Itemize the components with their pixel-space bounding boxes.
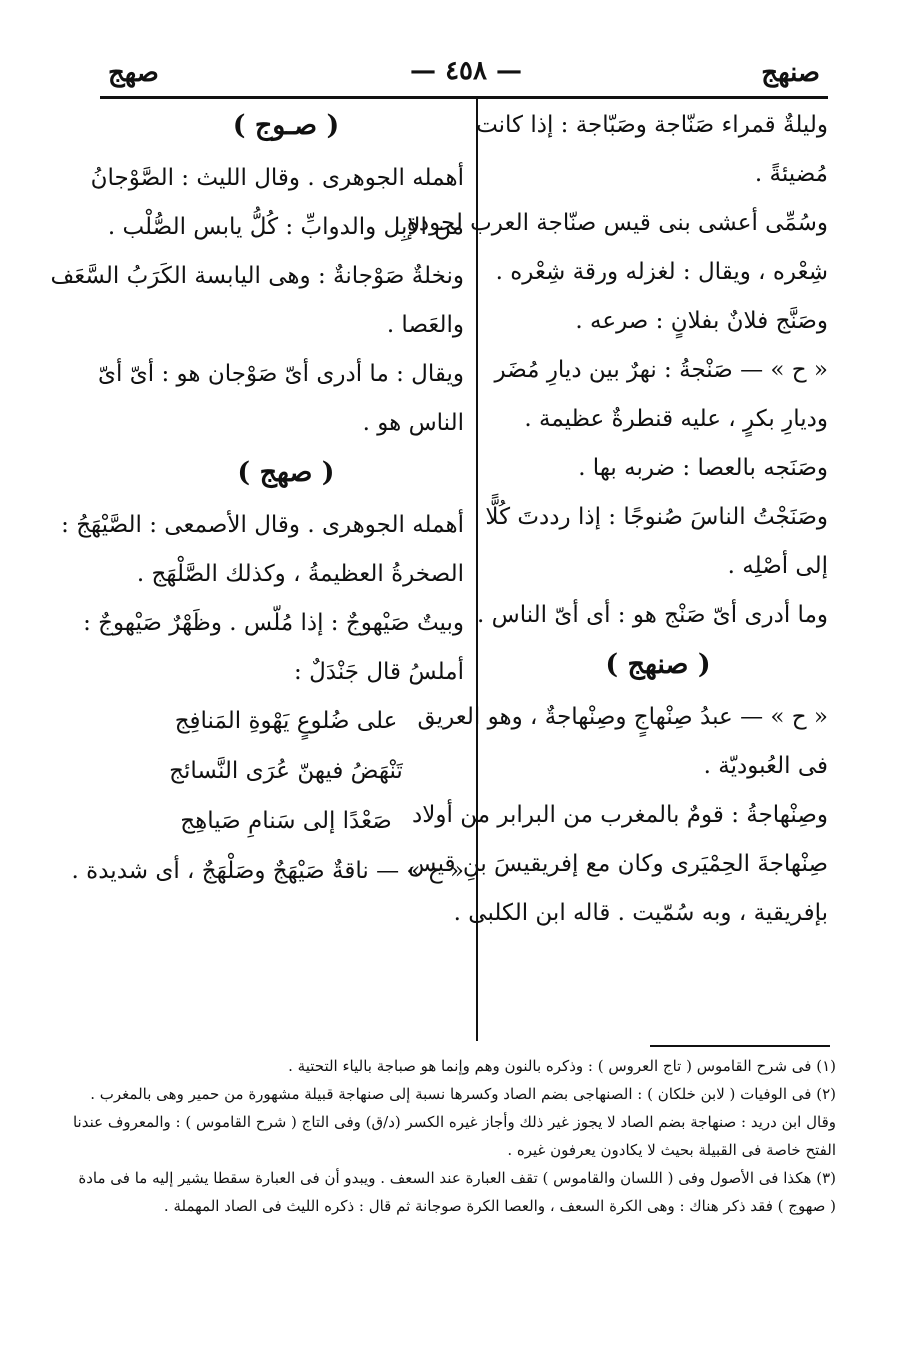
left-column (50, 110, 464, 905)
text-line: والعَصا . (386, 312, 464, 338)
text-line: ويقال : ما أدرى أىّ صَوْجان هو : أىّ أىّ (98, 361, 464, 387)
footnote-line: الفتح خاصة فى القبيلة بحيث لا يكادون يعرفون غيره . (507, 1141, 836, 1159)
text-line: « ح » — ناقةٌ صَيْهَجٌ وصَلْهَجٌ ، أى شديدة . (71, 858, 464, 884)
text-line: وديارِ بكرٍ ، عليه قنطرةٌ عظيمة . (524, 406, 828, 432)
text-line: أملسُ قال جَنْدَلٌ : (294, 659, 464, 685)
footnote-rule (650, 1045, 830, 1047)
text-line: ونخلةٌ صَوْجانةٌ : وهى اليابسة الكَرَبُ السَّعَف (50, 263, 464, 289)
text-line: وصَنَجْتُ الناسَ صُنوجًا : إذا رددتَ كُلًّا (485, 504, 828, 530)
text-line: صِنْهاجةَ الحِمْيَرى وكان مع إفريقيسَ بنِ قيس (408, 851, 828, 877)
text-line: الناس هو . (362, 410, 464, 436)
text-line: من الإبِل والدوابِّ : كُلُّ يابس الصُّلْب . (107, 214, 464, 240)
text-line: وصِنْهاجةُ : قومٌ بالمغرب من البرابر من أولاد (412, 802, 828, 828)
page-header (100, 52, 820, 92)
footnote-line: وقال ابن دريد : صنهاجة بضم الصاد لا يجوز غير ذلك وأجاز غيره الكسر (د/ق) وفى التاج ( شرح القاموس ) : والمعروف عندنا (72, 1113, 836, 1131)
text-line: أهمله الجوهرى . وقال الأصمعى : الصَّيْهَجُ : (61, 512, 464, 538)
text-line: مُضيئةً . (754, 161, 828, 187)
text-line: « ح » — صَنْجةُ : نهرٌ بين ديارِ مُضَر (494, 357, 828, 383)
text-line: بإفريقية ، وبه سُمّيت . قاله ابن الكلبى . (453, 900, 828, 926)
text-line: « ح » — عبدُ صِنْهاجٍ وصِنْهاجةٌ ، وهو العريق (417, 704, 828, 730)
header-right-keyword: صنهج (761, 58, 820, 88)
page-number: — ٤٥٨ — (410, 56, 523, 86)
footnote-line: (٣) هكذا فى الأصول وفى ( اللسان والقاموس ) تقف العبارة عند السعف . ويبدو أن فى العبارة سقطا يشير إليه ما فى مادة (78, 1169, 836, 1187)
section-title-snhj: ( صنهج ) (605, 649, 711, 680)
text-line: وما أدرى أىّ صَنْج هو : أى أىّ الناس . (477, 602, 828, 628)
footnote-line: (١) فى شرح القاموس ( تاج العروس ) : وذكره بالنون وهم وإنما هو صباجة بالياء التحتية . (288, 1057, 836, 1075)
section-title-shj: ( صهج ) (237, 457, 335, 488)
text-line: شِعْره ، ويقال : لغزله ورقة شِعْره . (495, 259, 828, 285)
text-line: وصَنَجه بالعصا : ضربه بها . (578, 455, 828, 481)
section-title-swj: ( صـوج ) (232, 110, 340, 141)
poem-verse: تَنْهَضُ فيهنّ عُرَى النَّسائج (169, 758, 403, 784)
text-line: وصَنَّج فلانٌ بفلانٍ : صرعه . (575, 308, 828, 334)
header-rule (100, 96, 828, 99)
text-line: أهمله الجوهرى . وقال الليث : الصَّوْجانُ (90, 165, 464, 191)
text-line: الصخرةُ العظيمةُ ، وكذلك الصَّلْهَج . (136, 561, 464, 587)
poem-verse: على ضُلوعٍ يَهْوةِ المَنافِج (174, 708, 398, 734)
text-line: فى العُبوديّة . (703, 753, 828, 779)
text-line: وليلةٌ قمراء صَنّاجة وصَبّاجة : إذا كانت (476, 112, 828, 138)
footnote-line: (٢) فى الوفيات ( لابن خلكان ) : الصنهاجى بضم الصاد وكسرها نسبة إلى صنهاجة قبيلة مشهورة من حمير وهى بالمغرب . (90, 1085, 836, 1103)
footnote-line: ( صهوج ) فقد ذكر هناك : وهى الكرة السعف ، والعصا الكرة صوجانة ثم قال : ذكره الليث فى الصاد المهملة . (163, 1197, 836, 1215)
poem-verse: صَعْدًا إلى سَنامِ صَياهِج (180, 808, 392, 834)
text-line: وبيتٌ صَيْهوجٌ : إذا مُلّس . وظَهْرٌ صَيْهوجٌ : (83, 610, 464, 636)
text-line: إلى أصْلِه . (727, 553, 828, 579)
text-line: وسُمِّى أعشى بنى قيس صنّاجة العرب لجودة (406, 210, 828, 236)
header-left-keyword: صهج (108, 58, 159, 88)
footnotes (72, 1056, 836, 1224)
